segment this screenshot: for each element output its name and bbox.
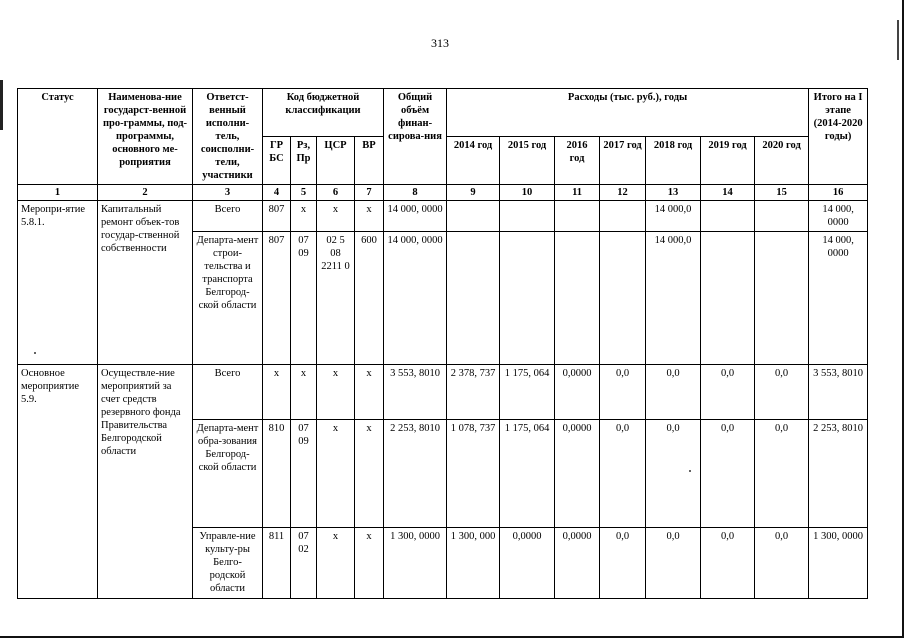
cell-2019: [701, 201, 755, 232]
cell-total: 1 300, 0000: [384, 528, 447, 599]
row-responsible: Всего: [193, 201, 263, 232]
column-number: 2: [98, 185, 193, 201]
column-number: 15: [755, 185, 809, 201]
header-itogo: Итого на I этапе (2014-2020 годы): [809, 89, 868, 185]
header-program-name: Наименова-ние государст-венной про-граммы, под-программы, основного ме-роприятия: [98, 89, 193, 185]
header-status: Статус: [18, 89, 98, 185]
cell-2017: [600, 201, 646, 232]
row-responsible: Департа-мент обра-зования Белгород-ской области: [193, 420, 263, 528]
header-2020: 2020 год: [755, 137, 809, 185]
header-2015: 2015 год: [500, 137, 555, 185]
header-grbs: ГР БС: [263, 137, 291, 185]
column-number: 5: [291, 185, 317, 201]
cell-2018: 0,0: [646, 420, 701, 528]
header-rzpr: Рз, Пр: [291, 137, 317, 185]
row-status: Меропри-ятие 5.8.1.: [18, 201, 98, 365]
scan-speck: [689, 470, 691, 472]
cell-rzpr: х: [291, 365, 317, 420]
cell-csr: х: [317, 365, 355, 420]
cell-vr: 600: [355, 232, 384, 365]
header-responsible: Ответст-венный исполни-тель, соисполни-тели, участники: [193, 89, 263, 185]
row-name: Капитальный ремонт объек-тов государ-ственной собственности: [98, 201, 193, 365]
row-responsible: Департа-мент строи-тельства и транспорта Белгород-ской области: [193, 232, 263, 365]
cell-2016: [555, 232, 600, 365]
cell-total: 2 253, 8010: [384, 420, 447, 528]
cell-2018: 0,0: [646, 365, 701, 420]
cell-vr: х: [355, 528, 384, 599]
cell-grbs: 810: [263, 420, 291, 528]
column-number: 11: [555, 185, 600, 201]
cell-2015: 1 175, 064: [500, 420, 555, 528]
cell-2015: [500, 201, 555, 232]
column-number: 7: [355, 185, 384, 201]
cell-csr: х: [317, 420, 355, 528]
cell-csr: 02 5 08 2211 0: [317, 232, 355, 365]
cell-2015: 1 175, 064: [500, 365, 555, 420]
page-number: 313: [431, 36, 449, 50]
cell-2019: 0,0: [701, 365, 755, 420]
cell-csr: х: [317, 201, 355, 232]
cell-total: 14 000, 0000: [384, 232, 447, 365]
cell-2018: 14 000,0: [646, 201, 701, 232]
header-budget-code: Код бюджетной классификации: [263, 89, 384, 137]
cell-rzpr: 07 02: [291, 528, 317, 599]
column-number: 13: [646, 185, 701, 201]
cell-total: 3 553, 8010: [384, 365, 447, 420]
row-status: Основное мероприятие 5.9.: [18, 365, 98, 599]
cell-grbs: 807: [263, 201, 291, 232]
cell-2014: [447, 232, 500, 365]
cell-vr: х: [355, 420, 384, 528]
cell-2017: [600, 232, 646, 365]
table-row: [18, 365, 868, 420]
header-2018: 2018 год: [646, 137, 701, 185]
cell-itogo: 3 553, 8010: [809, 365, 868, 420]
cell-2020: 0,0: [755, 528, 809, 599]
cell-total: 14 000, 0000: [384, 201, 447, 232]
scan-speck: [34, 352, 36, 354]
header-row-1: [18, 89, 868, 137]
cell-2016: [555, 201, 600, 232]
header-2014: 2014 год: [447, 137, 500, 185]
cell-2016: 0,0000: [555, 365, 600, 420]
cell-2020: [755, 232, 809, 365]
cell-itogo: 14 000, 0000: [809, 201, 868, 232]
cell-rzpr: х: [291, 201, 317, 232]
column-number: 12: [600, 185, 646, 201]
column-number: 10: [500, 185, 555, 201]
cell-2016: 0,0000: [555, 420, 600, 528]
cell-2018: 0,0: [646, 528, 701, 599]
column-number: 9: [447, 185, 500, 201]
header-expenses: Расходы (тыс. руб.), годы: [447, 89, 809, 137]
cell-2019: 0,0: [701, 528, 755, 599]
cell-grbs: 811: [263, 528, 291, 599]
header-vr: ВР: [355, 137, 384, 185]
cell-2018: 14 000,0: [646, 232, 701, 365]
cell-2016: 0,0000: [555, 528, 600, 599]
cell-2015: [500, 232, 555, 365]
cell-itogo: 2 253, 8010: [809, 420, 868, 528]
cell-2019: [701, 232, 755, 365]
row-responsible: Всего: [193, 365, 263, 420]
cell-2017: 0,0: [600, 365, 646, 420]
header-csr: ЦСР: [317, 137, 355, 185]
cell-2014: 1 078, 737: [447, 420, 500, 528]
column-number: 4: [263, 185, 291, 201]
table-row: [18, 201, 868, 232]
header-2017: 2017 год: [600, 137, 646, 185]
row-responsible: Управле-ние культу-ры Белго-родской области: [193, 528, 263, 599]
cell-2020: 0,0: [755, 420, 809, 528]
column-number: 8: [384, 185, 447, 201]
column-number: 3: [193, 185, 263, 201]
scan-mark-left: [0, 80, 3, 130]
header-2016: 2016 год: [555, 137, 600, 185]
cell-vr: х: [355, 201, 384, 232]
cell-vr: х: [355, 365, 384, 420]
column-number: 16: [809, 185, 868, 201]
cell-rzpr: 07 09: [291, 420, 317, 528]
cell-2020: [755, 201, 809, 232]
cell-2017: 0,0: [600, 420, 646, 528]
cell-2015: 0,0000: [500, 528, 555, 599]
row-name: Осуществле-ние мероприятий за счет средств резервного фонда Правительства Белгородской области: [98, 365, 193, 599]
cell-grbs: 807: [263, 232, 291, 365]
scan-mark-right: [897, 20, 899, 60]
cell-2014: 2 378, 737: [447, 365, 500, 420]
budget-table: [17, 88, 868, 599]
cell-2014: [447, 201, 500, 232]
column-number-row: [18, 185, 868, 201]
column-number: 14: [701, 185, 755, 201]
header-total-volume: Общий объём финан-сирова-ния: [384, 89, 447, 185]
cell-2019: 0,0: [701, 420, 755, 528]
header-2019: 2019 год: [701, 137, 755, 185]
cell-grbs: х: [263, 365, 291, 420]
cell-csr: х: [317, 528, 355, 599]
cell-2014: 1 300, 000: [447, 528, 500, 599]
column-number: 6: [317, 185, 355, 201]
cell-itogo: 1 300, 0000: [809, 528, 868, 599]
cell-rzpr: 07 09: [291, 232, 317, 365]
cell-2020: 0,0: [755, 365, 809, 420]
cell-2017: 0,0: [600, 528, 646, 599]
cell-itogo: 14 000, 0000: [809, 232, 868, 365]
column-number: 1: [18, 185, 98, 201]
